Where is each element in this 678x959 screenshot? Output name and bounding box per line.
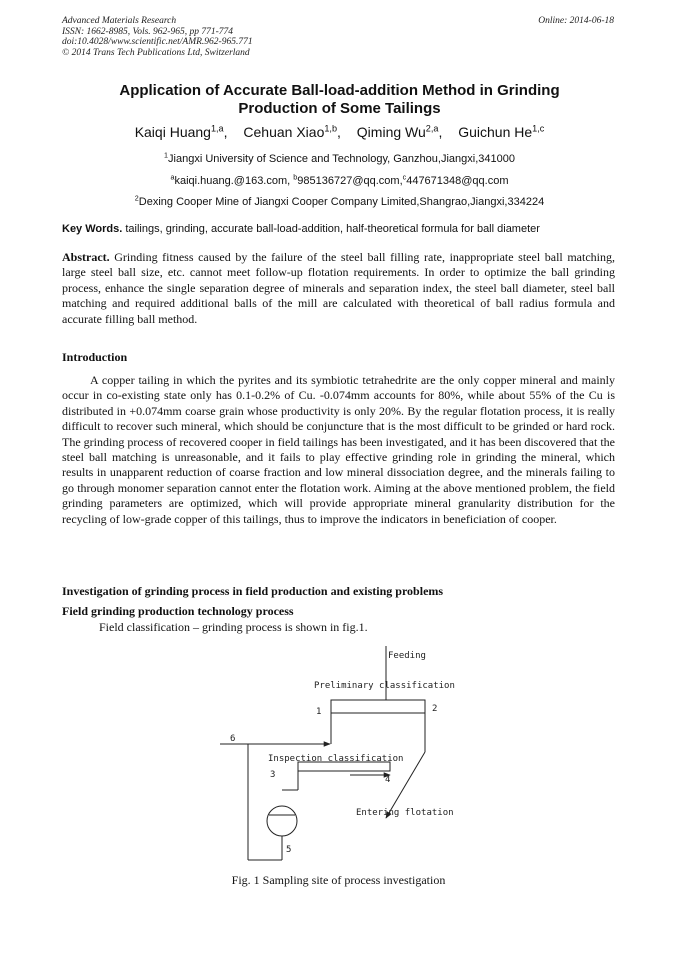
online-date: Online: 2014-06-18 [538, 16, 614, 26]
node-5: 5 [286, 845, 292, 855]
affiliation-2: $^2$Dexing Cooper Mine of Jiangxi Cooper Company Limited,Shangrao,Jiangxi,334224 [134, 194, 545, 208]
section-text: Field classification – grinding process is shown in fig.1. [99, 620, 368, 634]
journal-name: Advanced Materials Research [62, 16, 177, 26]
label-flotation: Entering flotation [356, 808, 454, 818]
figure-caption: Fig. 1 Sampling site of process investigation [231, 873, 446, 887]
affiliation-1: $^1$Jiangxi University of Science and Technology, Ganzhou,Jiangxi,341000 [164, 151, 515, 165]
emails: $^a$kaiqi.huang.@163.com, $^b$985136727@qq.com,$^c$447671348@qq.com [170, 173, 509, 187]
node-3: 3 [270, 770, 276, 780]
title-line-1: Application of Accurate Ball-load-addition Method in Grinding [119, 82, 560, 99]
keywords: Key Words. tailings, grinding, accurate ball-load-addition, half-theoretical formula for ball diameter [62, 223, 540, 235]
subsection-heading: Field grinding production technology process [62, 604, 294, 618]
intro-heading: Introduction [62, 350, 128, 364]
node-6: 6 [230, 734, 236, 744]
ball-mill [267, 806, 297, 836]
node-4: 4 [385, 775, 391, 785]
abstract: Abstract. Grinding fitness caused by the failure of the steel ball filling rate, inappropriate steel ball matching, large steel ball size, etc. cannot meet follow-up flotation requirements. In order to optimize the ball grinding process, enhance the single separation degree of minerals and separation index, the steel ball diameter, steel ball matching and required additional balls of the mill are calculated with theoretical of ball radius formula and accurate filling ball method. [62, 250, 615, 326]
copyright: © 2014 Trans Tech Publications Ltd, Switzerland [62, 47, 250, 58]
label-preliminary: Preliminary classification [314, 681, 455, 691]
node-1: 1 [316, 707, 322, 717]
section-heading: Investigation of grinding process in field production and existing problems [62, 584, 444, 598]
label-inspection: Inspection classification [268, 754, 404, 764]
author: Kaiqi Huang$^{1,a}$, [134, 123, 228, 140]
author: Guichun He$^{1,c}$ [458, 123, 545, 140]
author: Qiming Wu$^{2,a}$, [356, 123, 443, 140]
label-feeding: Feeding [388, 651, 426, 661]
issn: ISSN: 1662-8985, Vols. 962-965, pp 771-774 [62, 26, 233, 37]
doi: doi:10.4028/www.scientific.net/AMR.962-965.771 [62, 37, 253, 48]
node-2: 2 [432, 704, 438, 714]
preliminary-classifier [331, 700, 425, 713]
author: Cehuan Xiao$^{1,b}$, [243, 123, 341, 140]
title-line-2: Production of Some Tailings [238, 100, 441, 117]
intro-paragraph: A copper tailing in which the pyrites and its symbiotic tetrahedrite are the only copper mineral and mainly occur in co-existing state only has 0.1-0.2% of Cu. -0.074mm accounts for 80%, while about 55% of the Cu is distributed in +0.074mm coarse grain whose productivity is only 20%. By the regular flotation process, it is really difficult to recover such mineral, which should be conjuncture that is the most difficult to be grinded or hard rock. The grinding process of recovered cooper in field tailings has been investigated, and it has been discovered that the steel ball matching is unreasonable, and it fails to play effective grinding role in grinding the mineral, which results in unapparent reduction of coarse fraction and low mineral dissociation degree, and the minerals failing to go through monomer separation cannot enter the flotation work. Aiming at the above mentioned problem, the field grinding parameters are optimized, which will provide appropriate mineral granularity distribution for the recycling of low-grade copper of this tailings, thus to improve the indicators in beneficiation of cooper. [62, 373, 615, 526]
